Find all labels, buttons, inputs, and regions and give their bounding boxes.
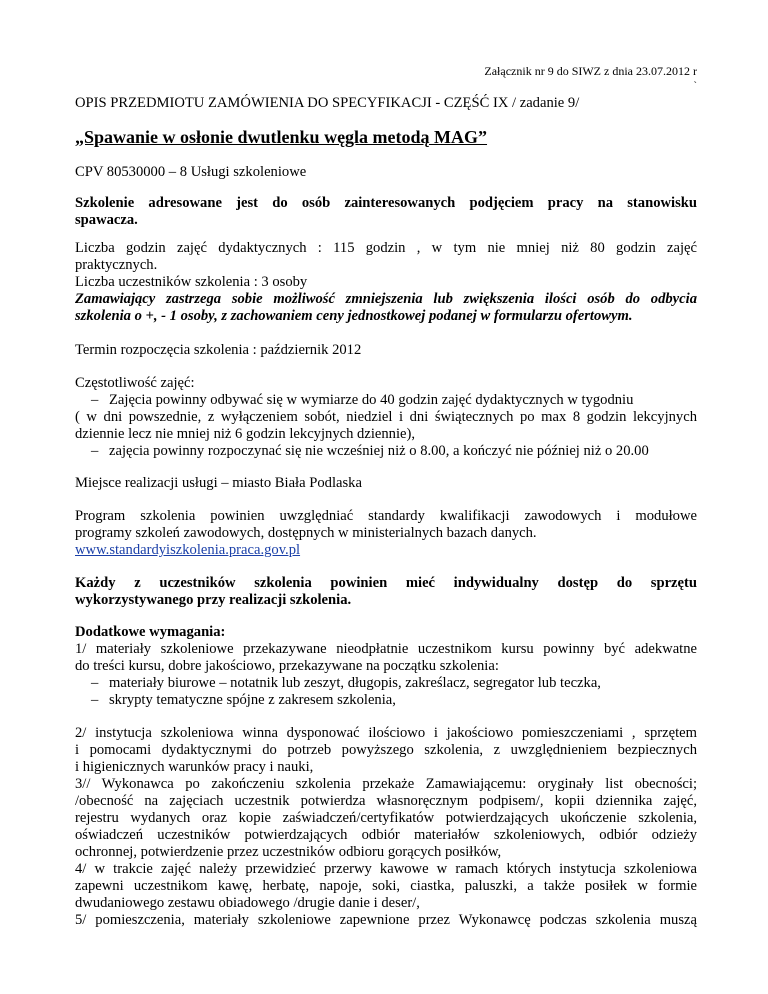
req-3-line-3: rejestru wydanych oraz kopie zaświadczeń/certyfikatów potwierdzających ukończenie szkolenia, [75, 810, 697, 826]
annex-reference: Załącznik nr 9 do SIWZ z dnia 23.07.2012 r [484, 64, 697, 78]
stray-mark: ` [693, 80, 697, 92]
cpv-code: CPV 80530000 – 8 Usługi szkoleniowe [75, 164, 307, 180]
hours-line-2: praktycznych. [75, 257, 158, 273]
req-2-line-3: i higienicznych warunków pracy i nauki, [75, 759, 314, 775]
program-line-1: Program szkolenia powinien uwzględniać standardy kwalifikacji zawodowych i modułowe [75, 508, 697, 524]
list-dash-icon: – [91, 443, 99, 459]
standards-link[interactable]: www.standardyiszkolenia.praca.gov.pl [75, 542, 301, 558]
additional-requirements-label: Dodatkowe wymagania: [75, 624, 226, 640]
access-line-1: Każdy z uczestników szkolenia powinien mieć indywidualny dostęp do sprzętu [75, 575, 697, 591]
req-4-line-3: dwudaniowego zestawu obiadowego /drugie danie i deser/, [75, 895, 420, 911]
frequency-item-1-text: Zajęcia powinny odbywać się w wymiarze do 40 godzin zajęć dydaktycznych w tygodniu [109, 392, 634, 408]
req-1-item-1-text: materiały biurowe – notatnik lub zeszyt, długopis, zakreślacz, segregator lub teczka, [109, 675, 601, 691]
req-3-line-4: oświadczeń uczestników potwierdzających odbiór materiałów szkoleniowych, odbiór odzieży [75, 827, 697, 843]
req-1-item-2-text: skrypty tematyczne spójne z zakresem szkolenia, [109, 692, 396, 708]
req-1-line-1: 1/ materiały szkoleniowe przekazywane nieodpłatnie uczestnikom kursu powinny być adekwatne [75, 641, 697, 657]
service-location: Miejsce realizacji usługi – miasto Biała Podlaska [75, 475, 362, 491]
audience-line-1: Szkolenie adresowane jest do osób zainteresowanych podjęciem pracy na stanowisku [75, 195, 697, 211]
program-paragraph [75, 508, 697, 559]
req-2-line-1: 2/ instytucja szkoleniowa winna dysponować ilościowo i jakościowo pomieszczeniami , sprzętem [75, 725, 697, 741]
training-title: „Spawanie w osłonie dwutlenku węgla metodą MAG” [75, 127, 488, 147]
req-1-line-2: do treści kursu, dobre jakościowo, przekazywane na początku szkolenia: [75, 658, 499, 674]
participants-count: Liczba uczestników szkolenia : 3 osoby [75, 274, 308, 290]
req-3-line-1: 3// Wykonawca po zakończeniu szkolenia przekaże Zamawiającemu: oryginały list obecności; [75, 776, 697, 792]
list-dash-icon: – [91, 692, 99, 708]
frequency-item-1-cont-2: dziennie lecz nie mniej niż 6 godzin lekcyjnych dziennie), [75, 426, 415, 442]
reservation-line-2: szkolenia o +, - 1 osoby, z zachowaniem ceny jednostkowej podanej w formularzu ofertowym. [75, 308, 633, 324]
document-heading: OPIS PRZEDMIOTU ZAMÓWIENIA DO SPECYFIKACJI - CZĘŚĆ IX / zadanie 9/ [75, 95, 580, 111]
req-2-line-2: i pomocami dydaktycznymi do potrzeb powyższego szkolenia, z uwzględnieniem bezpiecznych [75, 742, 697, 758]
req-5-line-1: 5/ pomieszczenia, materiały szkoleniowe zapewnione przez Wykonawcę podczas szkolenia muszą [75, 912, 697, 928]
hours-paragraph [75, 240, 697, 325]
frequency-item-1 [75, 392, 697, 409]
frequency-item-2 [75, 443, 697, 460]
program-line-2: programy szkoleń zawodowych, dostępnych w ministerialnych bazach danych. [75, 525, 537, 541]
req-3-line-2: /obecność na zajęciach uczestnik potwierdza własnoręcznym podpisem/, kopii dziennika zajęć, [75, 793, 697, 809]
req-4-line-2: zapewni uczestnikom kawę, herbatę, napoje, soki, ciastka, paluszki, a także posiłek w formie [75, 878, 697, 894]
req-3-line-5: ochronnej, potwierdzenie przez uczestników odbioru gorących posiłków, [75, 844, 502, 860]
reservation-line-1: Zamawiający zastrzega sobie możliwość zmniejszenia lub zwiększenia ilości osób do odbycia [75, 291, 697, 307]
frequency-label: Częstotliwość zajęć: [75, 375, 195, 391]
req-1-item-2 [75, 692, 697, 709]
frequency-item-2-text: zajęcia powinny rozpoczynać się nie wcześniej niż o 8.00, a kończyć nie później niż o 20.00 [109, 443, 649, 459]
frequency-section [75, 375, 697, 460]
hours-line-1: Liczba godzin zajęć dydaktycznych : 115 godzin , w tym nie mniej niż 80 godzin zajęć [75, 240, 697, 256]
list-dash-icon: – [91, 392, 99, 408]
equipment-access-paragraph [75, 575, 697, 609]
frequency-item-1-cont-1: ( w dni powszednie, z wyłączeniem sobót, niedziel i dni świątecznych po max 8 godzin lekcyjnych [75, 409, 697, 425]
req-4-line-1: 4/ w trakcie zajęć należy przewidzieć przerwy kawowe w ramach których instytucja szkoleniowa [75, 861, 697, 877]
audience-paragraph [75, 195, 697, 229]
req-1-item-1 [75, 675, 697, 692]
access-line-2: wykorzystywanego przy realizacji szkolenia. [75, 592, 352, 608]
list-dash-icon: – [91, 675, 99, 691]
start-date: Termin rozpoczęcia szkolenia : październik 2012 [75, 342, 362, 358]
requirements-continued [75, 725, 697, 929]
additional-requirements [75, 624, 697, 709]
audience-line-2: spawacza. [75, 212, 138, 228]
